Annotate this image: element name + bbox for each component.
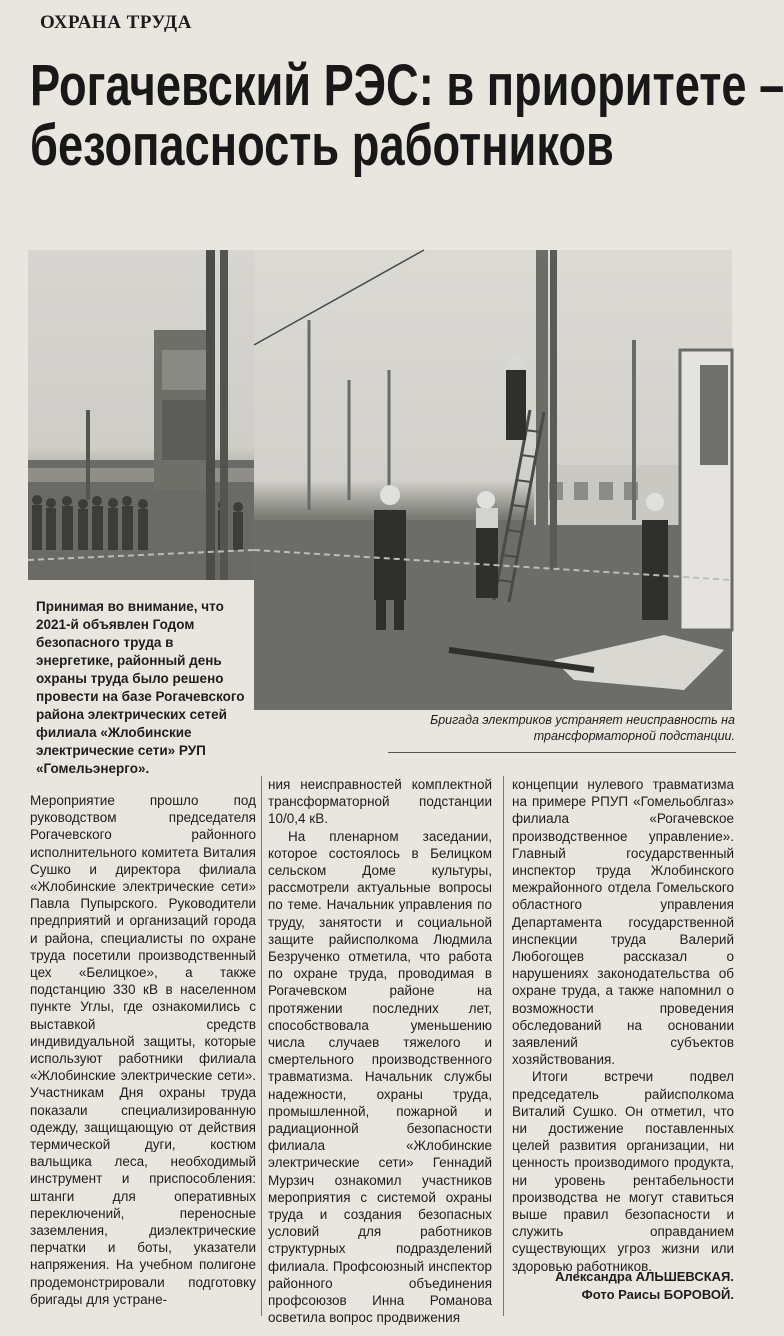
caption-rule — [388, 752, 736, 753]
paragraph: ния неисправностей комплектной трансформаторной подстанции 10/0,4 кВ. — [268, 777, 492, 827]
byline-author: Александра АЛЬШЕВСКАЯ. — [555, 1269, 734, 1284]
text-column-3 — [512, 776, 734, 1274]
text-column-2 — [268, 776, 492, 1326]
headline-line-2: безопасность работников — [30, 113, 614, 178]
photo-transformer-crowd — [28, 250, 254, 580]
paragraph: На пленарном заседании, которое состоялось в Белицком сельском Доме культуры, рассмотрели актуальные вопросы по теме. Начальник управления по труду, занятости и социальной защите райисполкома Людмила Безрученко отметила, что работа по охране труда, проводимая в Рогачевском районе на протяжении последних лет, способствовала уменьшению числа случаев тяжелого и смертельного производственного травматизма. Начальник службы надежности, охраны труда, промышленной, пожарной и радиационной безопасности филиала «Жлобинские электрические сети» Геннадий Мурзич ознакомил участников мероприятия с системой охраны труда и создания безопасных условий для работников структурных подразделений филиала. Профсоюзный инспектор районного объединения профсоюзов Инна Романова осветила вопрос продвижения — [268, 828, 492, 1326]
paragraph: Мероприятие прошло под руководством председателя Рогачевского районного исполнительного комитета Виталия Сушко и директора филиала «Жлобинские электрические сети» Павла Пупырского. Руководители предприятий и организаций города и района, специалисты по охране труда посетили производственный цех «Белицкое», а также подстанцию 330 кВ в населенном пункте Углы, где ознакомились с выставкой средств индивидуальной защиты, которые используют работники филиала «Жлобинские электрические сети». Участникам Дня охраны труда показали специализированную одежду, защищающую от действия термической дуги, костюм вальщика леса, необходимый инструмент и приспособления: штанги для оперативных переключений, переносные заземления, диэлектрические перчатки и боты, указатели напряжения. На учебном полигоне продемонстрировали подготовку бригады для устране- — [30, 793, 256, 1307]
section-rubric: ОХРАНА ТРУДА — [40, 12, 192, 33]
paragraph: концепции нулевого травматизма на примере РПУП «Гомельоблгаз» филиала «Рогачевское производственное управление». Главный государственный инспектор труда Жлобинского межрайонного отдела Гомельского областного управления Департамента государственной инспекции труда Валерий Любогощев рассказал о нарушениях законодательства об охране труда, а также напомнил о возможности проведения обследований на основании заявлений субъектов хозяйствования. — [512, 777, 734, 1068]
paragraph: Итоги встречи подвел председатель райисполкома Виталий Сушко. Он отметил, что ни достижение поставленных целей развития организации, ни ценность производимого продукта, ни уровень рентабельности производства не могут ставиться выше правил безопасности и служить оправданием существующих угроз жизни или здоровью работников. — [512, 1069, 734, 1274]
photo-electricians-pole — [254, 250, 732, 710]
column-divider — [261, 776, 262, 1316]
text-column-1 — [30, 792, 256, 1312]
headline-line-1: Рогачевский РЭС: в приоритете – — [30, 53, 784, 118]
photo-caption: Бригада электриков устраняет неисправность на трансформаторной подстанции. — [430, 713, 735, 743]
column-divider — [503, 776, 504, 1316]
article-headline — [30, 53, 784, 178]
byline — [512, 1268, 734, 1304]
article-lead: Принимая во внимание, что 2021-й объявлен Годом безопасного труда в энергетике, районный день охраны труда было решено провести на базе Рогачевского района электрических сетей филиала «Жлобинские электрические сети» РУП «Гомельэнерго». — [36, 599, 245, 776]
byline-photo: Фото Раисы БОРОВОЙ. — [581, 1287, 734, 1302]
